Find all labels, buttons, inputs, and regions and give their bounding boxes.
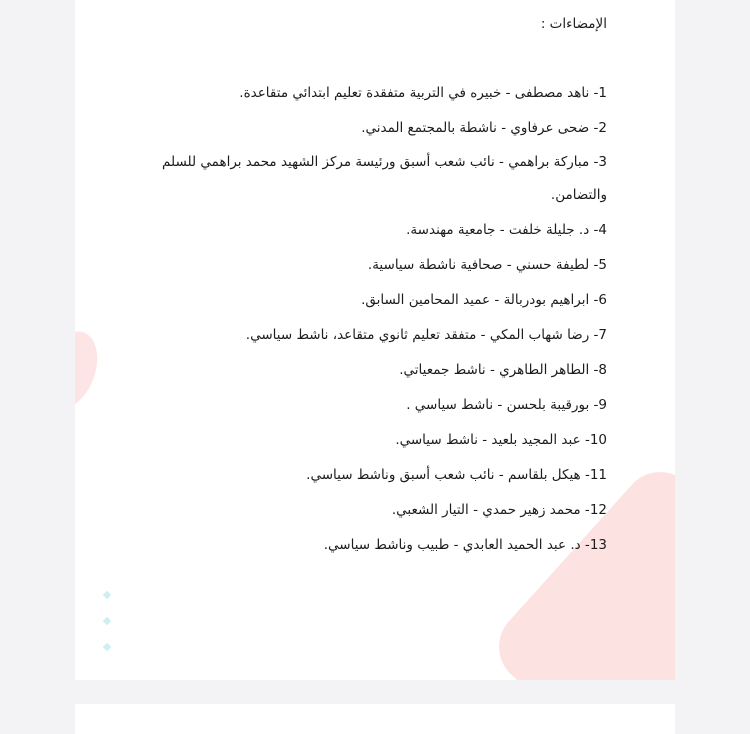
signatures-section [147,16,607,571]
signatories-list [147,84,607,554]
decorative-dot [103,591,111,599]
signatory-item: 3- مباركة براهمي - نائب شعب أسبق ورئيسة مركز الشهيد محمد براهمي للسلم والتضامن. [162,154,607,203]
decorative-dot [103,643,111,651]
signatory-item: 8- الطاهر الطاهري - ناشط جمعياتي. [399,362,607,378]
signatory-item: 11- هيكل بلقاسم - نائب شعب أسبق وناشط سياسي. [306,467,607,483]
signatory-item: 5- لطيفة حسني - صحافية ناشطة سياسية. [367,257,607,273]
next-card [75,704,675,734]
signatory-item: 7- رضا شهاب المكي - متفقد تعليم ثانوي متقاعد، ناشط سياسي. [245,327,607,343]
signatory-item: 4- د. جليلة خلفت - جامعية مهندسة. [406,222,607,238]
signatory-item: 2- ضحى عرفاوي - ناشطة بالمجتمع المدني. [361,120,607,136]
signatory-item: 12- محمد زهير حمدي - التيار الشعبي. [391,502,607,518]
signatures-heading: الإمضاءات : [540,16,607,32]
signatory-item: 9- بورقيبة بلحسن - ناشط سياسي . [406,397,607,413]
signatory-item: 1- ناهد مصطفى - خبيره في التربية متفقدة تعليم ابتدائي متقاعدة. [239,85,607,101]
document-card [75,0,675,680]
decorative-dots [101,592,113,670]
signatory-item: 10- عبد المجيد بلعيد - ناشط سياسي. [395,432,607,448]
signatory-item: 6- ابراهيم بودربالة - عميد المحامين السابق. [361,292,607,308]
decorative-pink-shape-left [75,324,107,416]
decorative-dot [103,617,111,625]
signatory-item: 13- د. عبد الحميد العابدي - طبيب وناشط سياسي. [323,537,607,553]
